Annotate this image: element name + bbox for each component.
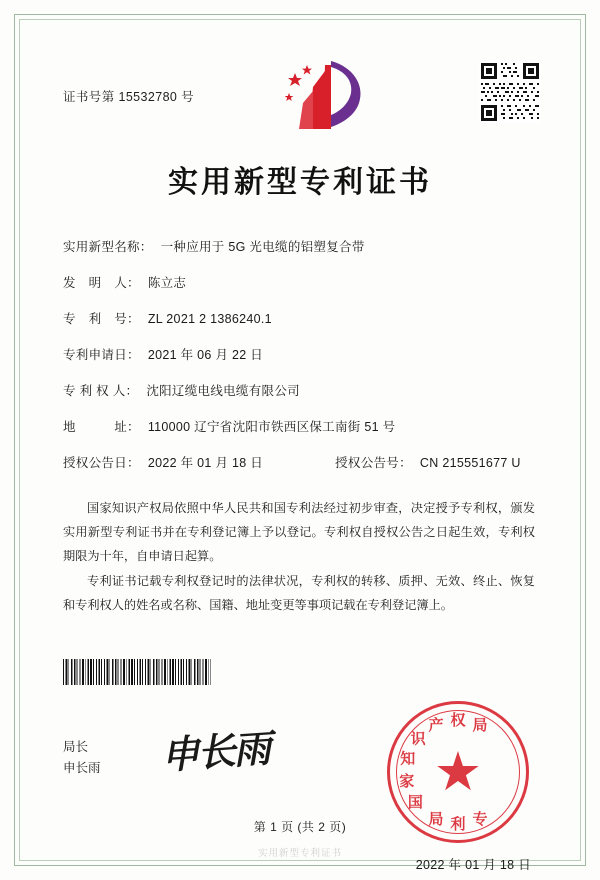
field-row	[63, 417, 541, 435]
grant-date-label: 授权公告日：	[63, 456, 140, 470]
page-number: 第 1 页 (共 2 页)	[253, 820, 347, 834]
field-value: 陈立志	[147, 276, 187, 290]
field-list	[49, 237, 551, 471]
field-value: 2021 年 06 月 22 日	[147, 348, 264, 362]
seal-char: 专	[472, 810, 488, 829]
handwritten-signature: 申长雨	[159, 725, 271, 778]
national-emblem-star-icon: ★	[433, 742, 483, 802]
seal-char: 产	[428, 715, 444, 734]
legal-text	[49, 497, 551, 618]
seal-char: 局	[428, 810, 444, 829]
seal-char: 国	[407, 792, 423, 811]
field-row	[63, 345, 541, 363]
field-row	[63, 273, 541, 291]
paragraph: 国家知识产权局依照中华人民共和国专利法经过初步审查，决定授予专利权，颁发实用新型专利证书并在专利登记簿上予以登记。专利权自授权公告之日起生效，专利权期限为十年，自申请日起算。	[63, 501, 535, 563]
field-label: 专 利 权 人：	[63, 384, 139, 398]
field-label: 实用新型名称：	[63, 240, 153, 254]
paragraph: 专利证书记载专利权登记时的法律状况，专利权的转移、质押、无效、终止、恢复和专利权人的姓名或名称、国籍、地址变更等事项记载在专利登记簿上。	[63, 574, 535, 613]
field-value: 110000 辽宁省沈阳市铁西区保工南街 51 号	[147, 420, 396, 434]
seal-char: 权	[450, 711, 466, 729]
signature-role: 局长	[63, 740, 89, 754]
field-label: 专 利 号：	[63, 312, 140, 326]
seal-char: 局	[472, 715, 488, 734]
field-value: 一种应用于 5G 光电缆的铝塑复合带	[160, 240, 365, 254]
field-label: 发 明 人：	[63, 276, 140, 290]
signature-block	[63, 737, 101, 780]
signature-name: 申长雨	[63, 761, 101, 776]
grant-number-label: 授权公告号：	[335, 456, 412, 470]
seal-char: 识	[410, 729, 426, 748]
field-label: 地 址：	[63, 420, 140, 434]
field-value: ZL 2021 2 1386240.1	[147, 312, 272, 326]
cnipa-logo-icon	[281, 57, 371, 135]
barcode-icon	[63, 659, 211, 685]
qr-code-icon	[479, 61, 541, 123]
grant-date-value: 2022 年 01 月 18 日	[147, 456, 264, 470]
grant-number-group	[335, 453, 521, 471]
grant-info-row	[63, 453, 541, 471]
field-row	[63, 309, 541, 327]
certificate-content	[19, 19, 581, 872]
bottom-watermark-text: 实用新型专利证书	[257, 848, 342, 859]
grant-number-value: CN 215551677 U	[419, 456, 521, 470]
certificate-number: 证书号第 15532780 号	[63, 90, 195, 104]
page-title: 实用新型专利证书	[168, 165, 432, 200]
certificate-header	[49, 47, 551, 139]
field-value: 沈阳辽缆电线电缆有限公司	[146, 384, 300, 398]
field-row	[63, 381, 541, 399]
seal-date: 2022 年 01 月 18 日	[415, 858, 531, 872]
field-row	[63, 237, 541, 255]
seal-char: 家	[399, 772, 415, 791]
seal-char: 知	[400, 749, 416, 768]
field-label: 专利申请日：	[63, 348, 140, 362]
seal-char: 利	[450, 815, 466, 833]
